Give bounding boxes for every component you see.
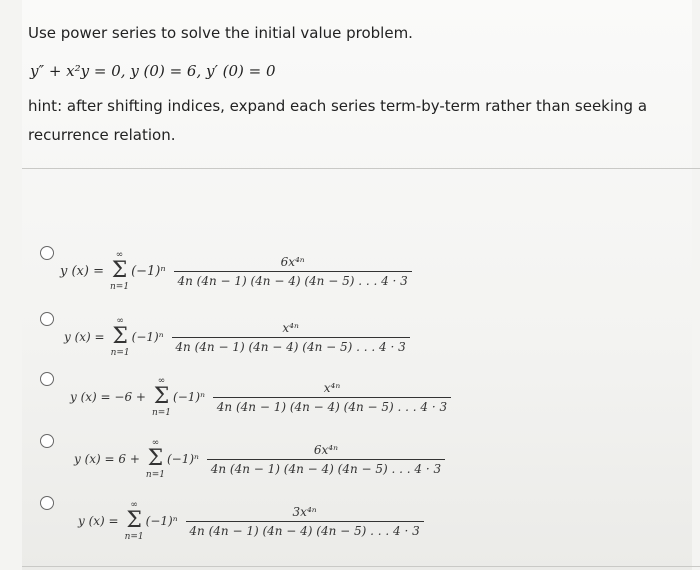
expr-lhs: y (x) =	[64, 330, 105, 344]
fraction	[174, 255, 412, 288]
sum-lower-limit: n=1	[109, 282, 130, 292]
sign-factor: (−1)ⁿ	[131, 330, 164, 344]
sign-factor: (−1)ⁿ	[173, 390, 205, 404]
hint-text: hint: after shifting indices, expand each series term-by-term rather than seeking a recurrence relation.	[28, 97, 648, 144]
sum-lower-limit: n=1	[124, 532, 144, 542]
sum-upper-limit: ∞	[116, 316, 124, 326]
expr-lhs: y (x) = 6 +	[74, 452, 140, 466]
sum-upper-limit: ∞	[115, 250, 124, 260]
option-expression	[74, 438, 445, 480]
expr-lhs: y (x) =	[60, 263, 104, 279]
denominator: 4n (4n − 1) (4n − 4) (4n − 5) . . . 4 · 3	[189, 523, 420, 538]
numerator: x⁴ⁿ	[213, 381, 451, 398]
question-prompt: Use power series to solve the initial value problem.	[28, 24, 413, 42]
sum-lower-limit: n=1	[151, 408, 172, 418]
fraction	[213, 381, 451, 414]
answer-option-5[interactable]	[40, 496, 500, 546]
sum-lower-limit: n=1	[145, 470, 165, 480]
divider	[22, 168, 700, 169]
expr-lhs: y (x) =	[78, 514, 119, 528]
answer-option-1[interactable]	[40, 246, 500, 296]
numerator: 6x⁴ⁿ	[207, 443, 445, 460]
sum-lower-limit: n=1	[110, 348, 130, 358]
sum-upper-limit: ∞	[151, 438, 160, 448]
radio-button[interactable]	[40, 496, 54, 510]
radio-button[interactable]	[40, 312, 54, 326]
expr-lhs: y (x) = −6 +	[70, 390, 146, 404]
denominator: 4n (4n − 1) (4n − 4) (4n − 5) . . . 4 · 3	[175, 339, 406, 354]
sign-factor: (−1)ⁿ	[167, 452, 199, 466]
denominator: 4n (4n − 1) (4n − 4) (4n − 5) . . . 4 · 3	[177, 273, 408, 288]
summation	[146, 438, 165, 480]
answer-option-4[interactable]	[40, 434, 500, 484]
ode-statement: y″ + x²y = 0, y (0) = 6, y′ (0) = 0	[30, 62, 276, 80]
option-expression	[78, 500, 424, 542]
fraction	[207, 443, 445, 476]
sigma-icon: Σ	[153, 384, 170, 409]
option-expression	[60, 250, 412, 292]
option-expression	[70, 376, 451, 418]
numerator: 3x⁴ⁿ	[186, 505, 424, 522]
sigma-icon: Σ	[147, 446, 164, 471]
option-expression	[64, 316, 410, 358]
numerator: x⁴ⁿ	[172, 321, 410, 338]
answer-option-3[interactable]	[40, 372, 500, 422]
fraction	[186, 505, 424, 538]
divider	[22, 566, 700, 567]
radio-button[interactable]	[40, 246, 54, 260]
summation	[110, 250, 129, 292]
summation	[125, 500, 144, 542]
radio-button[interactable]	[40, 372, 54, 386]
radio-button[interactable]	[40, 434, 54, 448]
numerator: 6x⁴ⁿ	[174, 255, 412, 272]
sigma-icon: Σ	[126, 508, 142, 533]
denominator: 4n (4n − 1) (4n − 4) (4n − 5) . . . 4 · 3	[210, 461, 442, 476]
sum-upper-limit: ∞	[157, 376, 166, 386]
sign-factor: (−1)ⁿ	[145, 514, 178, 528]
sigma-icon: Σ	[111, 258, 128, 283]
sum-upper-limit: ∞	[130, 500, 138, 510]
sigma-icon: Σ	[112, 324, 128, 349]
sign-factor: (−1)ⁿ	[131, 263, 166, 279]
summation	[152, 376, 171, 418]
summation	[111, 316, 130, 358]
denominator: 4n (4n − 1) (4n − 4) (4n − 5) . . . 4 · 3	[216, 399, 448, 414]
answer-option-2[interactable]	[40, 312, 500, 362]
fraction	[172, 321, 410, 354]
